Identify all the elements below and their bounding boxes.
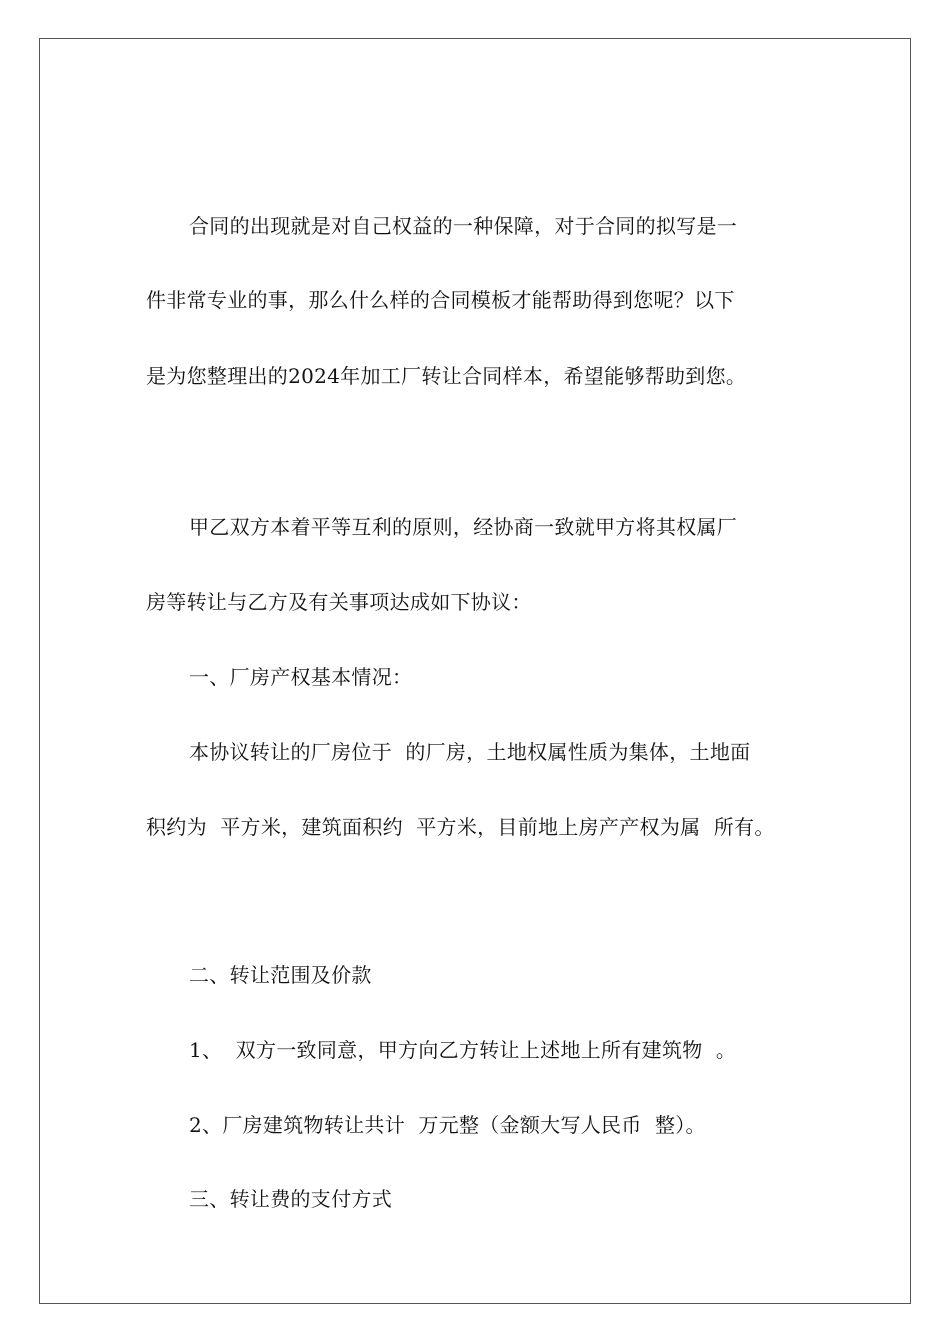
intro-paragraph-line-2: 件非常专业的事，那么什么样的合同模板才能帮助得到您呢？以下 (146, 288, 735, 312)
preamble-line-1: 甲乙双方本着平等互利的原则，经协商一致就甲方将其权属厂 (189, 515, 738, 539)
intro-paragraph-line-1: 合同的出现就是对自己权益的一种保障，对于合同的拟写是一 (189, 214, 738, 238)
preamble-line-2: 房等转让与乙方及有关事项达成如下协议： (146, 590, 532, 614)
section-2-item-2: 2、厂房建筑物转让共计 万元整（金额大写人民币 整）。 (189, 1113, 706, 1137)
section-3-heading: 三、转让费的支付方式 (189, 1187, 392, 1211)
section-1-heading: 一、厂房产权基本情况： (189, 665, 413, 689)
section-2-heading: 二、转让范围及价款 (189, 963, 372, 987)
intro-paragraph-line-3: 是为您整理出的2024年加工厂转让合同样本，希望能够帮助到您。 (146, 364, 747, 388)
section-1-body-line-1: 本协议转让的厂房位于 的厂房，土地权属性质为集体，土地面 (189, 740, 751, 764)
section-1-body-line-2: 积约为 平方米，建筑面积约 平方米，目前地上房产产权为属 所有。 (146, 815, 775, 839)
section-2-item-1: 1、 双方一致同意，甲方向乙方转让上述地上所有建筑物 。 (189, 1038, 737, 1062)
